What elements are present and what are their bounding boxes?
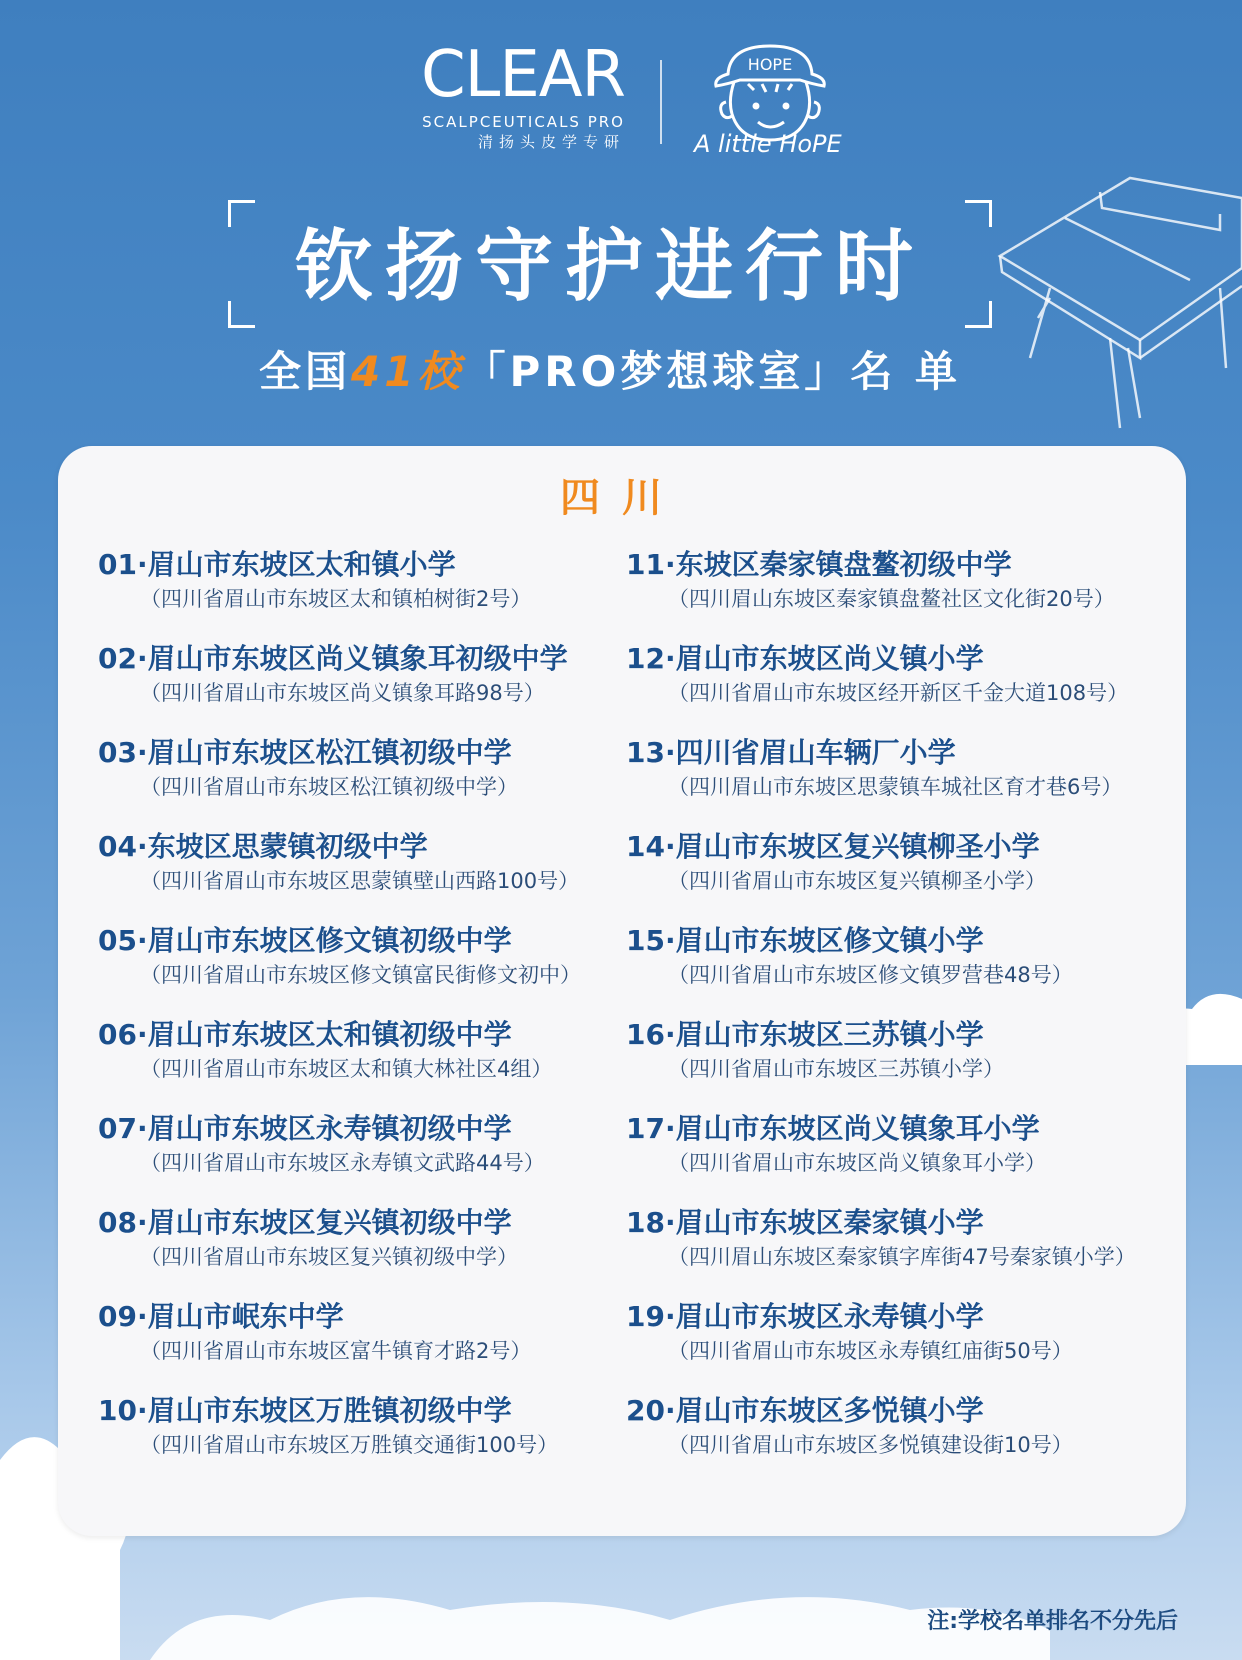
school-number: 17 — [626, 1112, 665, 1145]
school-number: 14 — [626, 830, 665, 863]
school-address: （四川省眉山市东坡区松江镇初级中学） — [140, 775, 518, 799]
brand-chinese: 清扬头皮学专研 — [477, 133, 625, 151]
school-number: 18 — [626, 1206, 665, 1239]
school-name: 11·东坡区秦家镇盘鳌初级中学 — [626, 548, 1012, 581]
region-heading: 四川 — [560, 475, 684, 521]
school-address: （四川省眉山市东坡区复兴镇初级中学） — [140, 1245, 518, 1269]
list-item — [98, 1392, 638, 1486]
school-address: （四川省眉山市东坡区永寿镇红庙街50号） — [668, 1339, 1073, 1363]
school-number: 01 — [98, 548, 137, 581]
list-item — [626, 1016, 1166, 1110]
school-name: 07·眉山市东坡区永寿镇初级中学 — [98, 1112, 512, 1145]
school-address: （四川省眉山市东坡区多悦镇建设街10号） — [668, 1433, 1073, 1457]
school-name: 04·东坡区思蒙镇初级中学 — [98, 830, 428, 863]
school-address: （四川省眉山市东坡区修文镇罗营巷48号） — [668, 963, 1073, 987]
ping-pong-table-icon — [990, 168, 1242, 438]
school-address: （四川省眉山市东坡区思蒙镇壁山西路100号） — [140, 869, 580, 893]
subtitle-prefix: 全国 — [259, 347, 352, 396]
school-list-left — [98, 546, 638, 1486]
school-address: （四川眉山市东坡区思蒙镇车城社区育才巷6号） — [668, 775, 1123, 799]
school-name: 14·眉山市东坡区复兴镇柳圣小学 — [626, 830, 1040, 863]
list-item — [626, 1204, 1166, 1298]
school-number: 07 — [98, 1112, 137, 1145]
school-name: 09·眉山市岷东中学 — [98, 1300, 344, 1333]
list-item — [626, 640, 1166, 734]
school-number: 09 — [98, 1300, 137, 1333]
school-address: （四川省眉山市东坡区经开新区千金大道108号） — [668, 681, 1129, 705]
school-address: （四川省眉山市东坡区太和镇柏树街2号） — [140, 587, 532, 611]
school-number: 08 — [98, 1206, 137, 1239]
school-number: 10 — [98, 1394, 137, 1427]
list-item — [98, 546, 638, 640]
brand-subtitle: SCALPCEUTICALS PRO — [422, 113, 625, 131]
list-item — [626, 1110, 1166, 1204]
school-address: （四川眉山东坡区秦家镇字库街47号秦家镇小学） — [668, 1245, 1136, 1269]
list-item — [626, 1298, 1166, 1392]
school-number: 20 — [626, 1394, 665, 1427]
brand-name: CLEAR — [420, 38, 625, 112]
list-item — [626, 828, 1166, 922]
school-address: （四川省眉山市东坡区三苏镇小学） — [668, 1057, 1004, 1081]
list-item — [98, 922, 638, 1016]
cloud-icon — [150, 1560, 1050, 1660]
hope-slogan: A little HoPE — [694, 130, 842, 158]
logo-divider — [660, 60, 662, 144]
school-number: 11 — [626, 548, 665, 581]
school-number: 03 — [98, 736, 137, 769]
list-item — [98, 828, 638, 922]
school-number: 16 — [626, 1018, 665, 1051]
footnote: 注:学校名单排名不分先后 — [927, 1609, 1178, 1634]
school-number: 05 — [98, 924, 137, 957]
school-name: 03·眉山市东坡区松江镇初级中学 — [98, 736, 512, 769]
school-number: 04 — [98, 830, 137, 863]
school-address: （四川省眉山市东坡区永寿镇文武路44号） — [140, 1151, 545, 1175]
list-item — [626, 734, 1166, 828]
school-name: 18·眉山市东坡区秦家镇小学 — [626, 1206, 984, 1239]
school-address: （四川省眉山市东坡区太和镇大林社区4组） — [140, 1057, 553, 1081]
school-name: 10·眉山市东坡区万胜镇初级中学 — [98, 1394, 512, 1427]
list-item — [98, 1016, 638, 1110]
school-name: 13·四川省眉山车辆厂小学 — [626, 736, 956, 769]
school-number: 19 — [626, 1300, 665, 1333]
school-number: 12 — [626, 642, 665, 675]
list-item — [98, 734, 638, 828]
school-address: （四川省眉山市东坡区尚义镇象耳小学） — [668, 1151, 1046, 1175]
school-list-card — [58, 446, 1186, 1536]
school-number: 13 — [626, 736, 665, 769]
school-name: 08·眉山市东坡区复兴镇初级中学 — [98, 1206, 512, 1239]
list-item — [98, 1110, 638, 1204]
school-number: 06 — [98, 1018, 137, 1051]
school-list-right — [626, 546, 1166, 1486]
school-name: 15·眉山市东坡区修文镇小学 — [626, 924, 984, 957]
school-name: 12·眉山市东坡区尚义镇小学 — [626, 642, 984, 675]
school-address: （四川省眉山市东坡区复兴镇柳圣小学） — [668, 869, 1046, 893]
school-name: 19·眉山市东坡区永寿镇小学 — [626, 1300, 984, 1333]
school-address: （四川省眉山市东坡区富牛镇育才路2号） — [140, 1339, 532, 1363]
school-address: （四川省眉山市东坡区万胜镇交通街100号） — [140, 1433, 559, 1457]
school-name: 06·眉山市东坡区太和镇初级中学 — [98, 1018, 512, 1051]
subtitle-school-char: 校 — [417, 347, 464, 396]
page-title: 钦扬守护进行时 — [294, 222, 925, 312]
school-address: （四川省眉山市东坡区尚义镇象耳路98号） — [140, 681, 545, 705]
school-address: （四川眉山东坡区秦家镇盘鳌社区文化街20号） — [668, 587, 1115, 611]
school-name: 02·眉山市东坡区尚义镇象耳初级中学 — [98, 642, 568, 675]
school-name: 16·眉山市东坡区三苏镇小学 — [626, 1018, 984, 1051]
clear-logo — [415, 40, 625, 152]
school-count: 41 — [351, 347, 418, 396]
subtitle-rest: 「PRO梦想球室」名 单 — [463, 347, 961, 396]
school-name: 20·眉山市东坡区多悦镇小学 — [626, 1394, 984, 1427]
page-subtitle — [228, 346, 992, 398]
list-item — [626, 546, 1166, 640]
list-item — [98, 640, 638, 734]
school-name: 01·眉山市东坡区太和镇小学 — [98, 548, 456, 581]
list-item — [98, 1204, 638, 1298]
hope-badge: HOPE — [747, 55, 793, 74]
school-name: 05·眉山市东坡区修文镇初级中学 — [98, 924, 512, 957]
school-number: 02 — [98, 642, 137, 675]
school-name: 17·眉山市东坡区尚义镇象耳小学 — [626, 1112, 1040, 1145]
list-item — [626, 922, 1166, 1016]
list-item — [98, 1298, 638, 1392]
school-number: 15 — [626, 924, 665, 957]
list-item — [626, 1392, 1166, 1486]
school-address: （四川省眉山市东坡区修文镇富民街修文初中） — [140, 963, 581, 987]
